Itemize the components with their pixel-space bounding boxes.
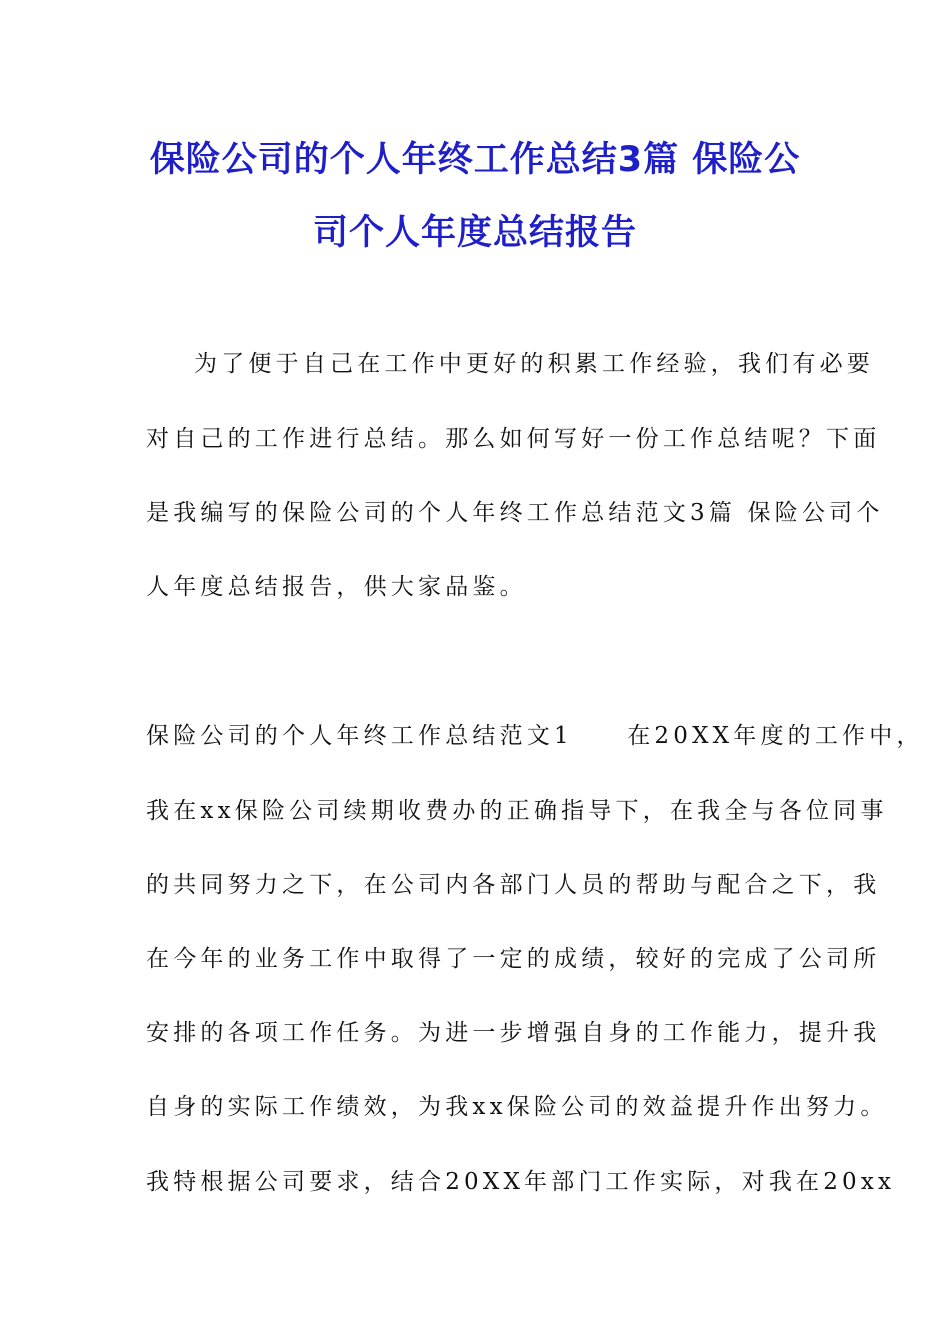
body-line-5: 安排的各项工作任务。为进一步增强自身的工作能力，提升我 [146, 1020, 881, 1046]
intro-line-3: 是我编写的保险公司的个人年终工作总结范文3篇 保险公司个 [146, 500, 884, 526]
body-line-7: 我特根据公司要求，结合20XX年部门工作实际，对我在20xx [146, 1169, 896, 1195]
body-line-3: 的共同努力之下，在公司内各部门人员的帮助与配合之下，我 [146, 872, 881, 898]
body-line-6: 自身的实际工作绩效，为我xx保险公司的效益提升作出努力。 [146, 1094, 888, 1120]
intro-line-1: 为了便于自己在工作中更好的积累工作经验，我们有必要 [194, 351, 874, 377]
body-line-4: 在今年的业务工作中取得了一定的成绩，较好的完成了公司所 [146, 946, 881, 972]
intro-line-4: 人年度总结报告，供大家品鉴。 [146, 574, 527, 600]
body-line-2: 我在xx保险公司续期收费办的正确指导下，在我全与各位同事 [146, 798, 888, 824]
document-title-line-1: 保险公司的个人年终工作总结3篇 保险公 [149, 140, 801, 180]
document-title-line-2: 司个人年度总结报告 [312, 213, 637, 253]
body-line-1: 保险公司的个人年终工作总结范文1 在20XX年度的工作中， [146, 723, 924, 749]
intro-line-2: 对自己的工作进行总结。那么如何写好一份工作总结呢？下面 [146, 426, 881, 452]
